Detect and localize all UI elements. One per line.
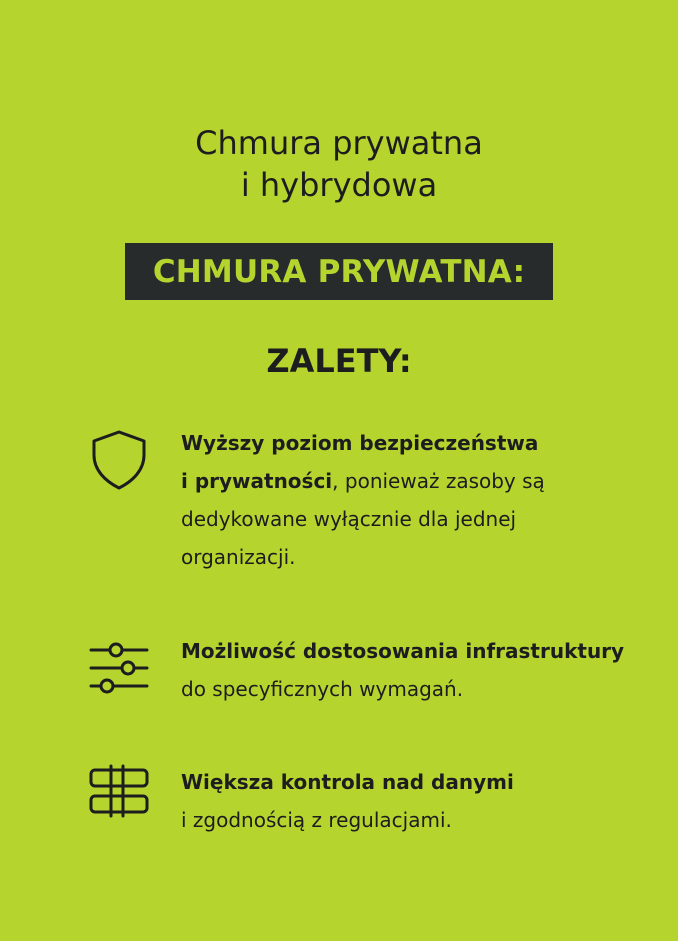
- benefit-line: do specyficznych wymagań.: [181, 677, 464, 701]
- data-control-icon: [88, 763, 150, 825]
- sliders-icon: [88, 638, 150, 700]
- benefit-text: [181, 424, 611, 576]
- section-banner: [125, 243, 553, 300]
- shield-icon: [88, 428, 150, 490]
- benefit-line: organizacji.: [181, 545, 296, 569]
- advantages-heading: ZALETY:: [266, 342, 412, 380]
- benefit-text: [181, 632, 625, 708]
- benefit-bold: Możliwość dostosowania infrastruktury: [181, 639, 625, 663]
- benefit-rest: , ponieważ zasoby są: [332, 469, 545, 493]
- benefit-line: i zgodnością z regulacjami.: [181, 808, 452, 832]
- benefit-line: dedykowane wyłącznie dla jednej: [181, 507, 517, 531]
- benefit-text: [181, 763, 611, 839]
- page-title: [0, 122, 678, 206]
- title-line-2: i hybrydowa: [240, 166, 438, 204]
- benefit-bold: Większa kontrola nad danymi: [181, 770, 514, 794]
- benefit-bold: i prywatności: [181, 469, 333, 493]
- benefit-bold: Wyższy poziom bezpieczeństwa: [181, 431, 539, 455]
- title-line-1: Chmura prywatna: [195, 124, 483, 162]
- banner-label: CHMURA PRYWATNA:: [152, 253, 526, 290]
